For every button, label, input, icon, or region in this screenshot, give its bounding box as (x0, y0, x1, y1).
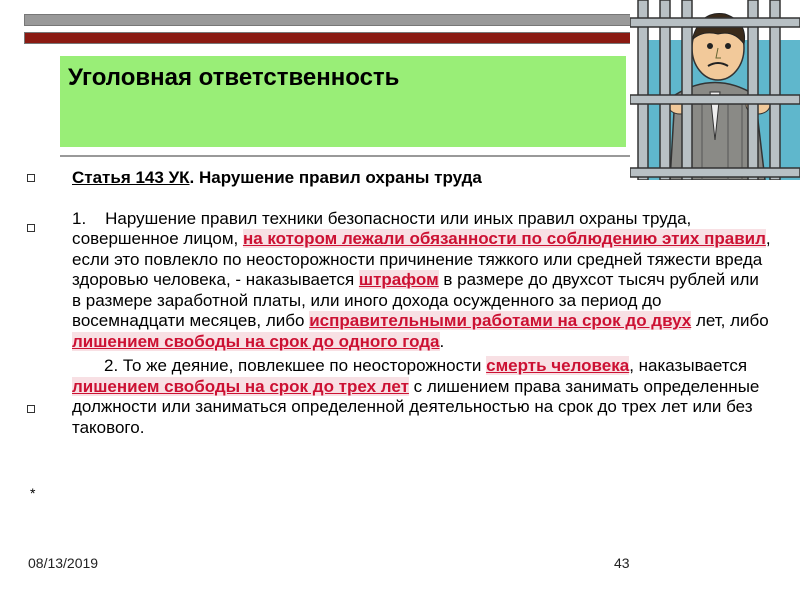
square-bullet-icon (27, 405, 35, 413)
paragraph-1-text-a: Нарушение правил техники безопасности или иных правил охраны труда, совершенное лицом, (72, 208, 692, 248)
top-gray-bar (24, 14, 634, 26)
paragraph-2-text-c: с лишением права занимать определенные должности или заниматься определенной деятельностью на срок до трех лет или без такового. (72, 376, 760, 437)
paragraph-1 (72, 209, 772, 353)
highlight-corrective-labor: исправительными работами на срок до двух (309, 311, 692, 330)
footnote-star: * (30, 485, 36, 501)
title-divider (60, 155, 633, 157)
paragraph-1-number: 1. (72, 208, 87, 228)
page-number: 43 (614, 555, 630, 571)
paragraph-1-text-e: . (439, 331, 445, 351)
article-heading (72, 168, 772, 189)
paragraph-2-text-b: , наказывается (629, 356, 748, 375)
paragraph-1-text-c: в размере до двухсот тысяч рублей или в размере заработной платы, или иного дохода осужденного за период до восемнадцати месяцев, либо (72, 270, 759, 330)
highlight-imprisonment-one-year: лишением свободы на срок до одного года (72, 331, 440, 351)
top-red-bar (24, 32, 634, 44)
prisoner-illustration (630, 0, 800, 180)
square-bullet-icon (27, 174, 35, 182)
slide-body (72, 168, 772, 438)
paragraph-1-text-b: , если это повлекло по неосторожности причинение тяжкого или средней тяжести вреда здоровью человека, - наказывается (72, 229, 771, 289)
paragraph-2-text-a: 2. То же деяние, повлекшее по неосторожности (104, 356, 487, 375)
highlight-death: смерть человека (486, 356, 630, 375)
article-heading-rest: . Нарушение правил охраны труда (189, 168, 482, 187)
paragraph-2 (72, 356, 772, 438)
paragraph-1-text-d: лет, либо (691, 311, 769, 330)
square-bullet-icon (27, 224, 35, 232)
highlight-imprisonment-three-years: лишением свободы на срок до трех лет (72, 376, 409, 396)
article-number: Статья 143 УК (72, 168, 190, 187)
decorative-top-bars (24, 14, 634, 44)
slide-title: Уголовная ответственность (68, 64, 400, 91)
highlight-fine: штрафом (358, 270, 439, 289)
footer-date: 08/13/2019 (28, 555, 99, 571)
highlight-obligations: на котором лежали обязанности по соблюдению этих правил (242, 229, 766, 248)
